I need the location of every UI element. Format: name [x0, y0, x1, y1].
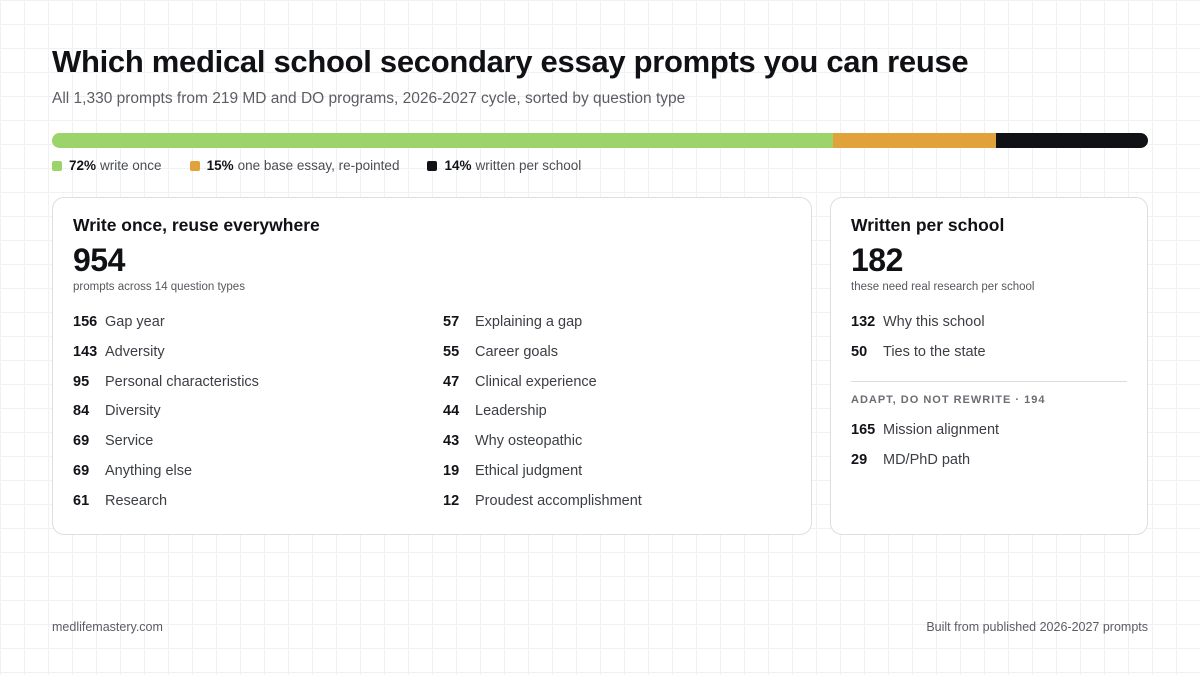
adapt-type-label: Mission alignment	[883, 422, 1000, 438]
per-school-type-count: 132	[851, 314, 876, 330]
per-school-type-row	[851, 314, 986, 344]
bar-segment-3	[996, 133, 1148, 148]
question-type-row	[443, 403, 642, 433]
question-type-row	[73, 344, 259, 374]
question-type-row	[443, 314, 642, 344]
per-school-type-label: Ties to the state	[883, 343, 986, 360]
adapt-type-row	[851, 452, 999, 482]
question-type-label: Gap year	[105, 314, 165, 330]
per-school-total: 182	[851, 242, 903, 278]
per-school-title: Written per school	[851, 215, 1005, 235]
question-type-count: 43	[443, 433, 460, 450]
write-once-list-col-2	[443, 314, 642, 523]
adapt-list	[851, 422, 999, 482]
question-type-label: Anything else	[105, 462, 193, 479]
question-type-label: Career goals	[475, 343, 559, 360]
question-type-count: 143	[73, 343, 98, 360]
legend-percent: 15%	[206, 158, 234, 173]
bar-segment-1	[52, 133, 833, 148]
question-type-label: Adversity	[105, 343, 165, 360]
card-divider	[851, 381, 1127, 382]
per-school-type-count: 50	[851, 343, 868, 360]
question-type-row	[73, 374, 259, 404]
question-type-row	[73, 403, 259, 433]
legend-label: written per school	[475, 158, 582, 173]
per-school-list	[851, 314, 986, 374]
question-type-row	[443, 374, 642, 404]
write-once-total: 954	[73, 242, 125, 278]
question-type-label: Clinical experience	[475, 373, 597, 390]
question-type-count: 95	[73, 373, 90, 390]
page-title: Which medical school secondary essay prompts you can reuse	[52, 44, 969, 79]
legend-percent: 14%	[444, 158, 472, 173]
adapt-type-count: 29	[851, 451, 868, 468]
legend-item-1	[52, 158, 162, 173]
write-once-card	[52, 197, 812, 535]
question-type-row	[73, 493, 259, 523]
legend-swatch	[52, 161, 62, 171]
question-type-row	[73, 314, 259, 344]
write-once-caption: prompts across 14 question types	[73, 281, 245, 293]
bar-segment-2	[833, 133, 996, 148]
question-type-count: 44	[443, 403, 460, 420]
question-type-label: Leadership	[475, 403, 547, 420]
question-type-row	[443, 463, 642, 493]
question-type-row	[443, 344, 642, 374]
question-type-count: 84	[73, 403, 90, 420]
question-type-count: 12	[443, 492, 460, 509]
adapt-section-label: ADAPT, DO NOT REWRITE · 194	[851, 394, 1046, 406]
legend-item-3	[427, 158, 581, 173]
per-school-caption: these need real research per school	[851, 281, 1035, 293]
footer-source: Built from published 2026-2027 prompts	[926, 620, 1148, 634]
question-type-row	[443, 433, 642, 463]
legend-swatch	[190, 161, 200, 171]
question-type-count: 61	[73, 492, 90, 509]
question-type-row	[73, 463, 259, 493]
write-once-title: Write once, reuse everywhere	[73, 215, 320, 235]
legend-label: write once	[100, 158, 162, 173]
adapt-type-count: 165	[851, 422, 876, 438]
question-type-label: Proudest accomplishment	[475, 492, 642, 509]
question-type-label: Ethical judgment	[475, 462, 583, 479]
legend-percent: 72%	[69, 158, 97, 173]
question-type-count: 57	[443, 314, 460, 330]
question-type-count: 69	[73, 462, 90, 479]
legend-swatch	[427, 161, 437, 171]
question-type-label: Explaining a gap	[475, 314, 583, 330]
stacked-share-bar	[52, 133, 1148, 148]
question-type-label: Why osteopathic	[475, 433, 583, 450]
question-type-count: 47	[443, 373, 460, 390]
question-type-count: 55	[443, 343, 460, 360]
question-type-label: Diversity	[105, 403, 161, 420]
adapt-type-label: MD/PhD path	[883, 451, 971, 468]
legend-label: one base essay, re-pointed	[237, 158, 400, 173]
question-type-count: 19	[443, 462, 460, 479]
question-type-count: 69	[73, 433, 90, 450]
per-school-card	[830, 197, 1148, 535]
page-subtitle: All 1,330 prompts from 219 MD and DO programs, 2026-2027 cycle, sorted by question type	[52, 90, 686, 107]
bar-legend	[52, 158, 609, 173]
write-once-list-col-1	[73, 314, 259, 523]
question-type-label: Research	[105, 492, 168, 509]
question-type-row	[443, 493, 642, 523]
question-type-row	[73, 433, 259, 463]
per-school-type-row	[851, 344, 986, 374]
per-school-type-label: Why this school	[883, 314, 985, 330]
question-type-label: Personal characteristics	[105, 373, 259, 390]
legend-item-2	[190, 158, 400, 173]
question-type-count: 156	[73, 314, 98, 330]
question-type-label: Service	[105, 433, 154, 450]
footer-site: medlifemastery.com	[52, 620, 163, 634]
adapt-type-row	[851, 422, 999, 452]
